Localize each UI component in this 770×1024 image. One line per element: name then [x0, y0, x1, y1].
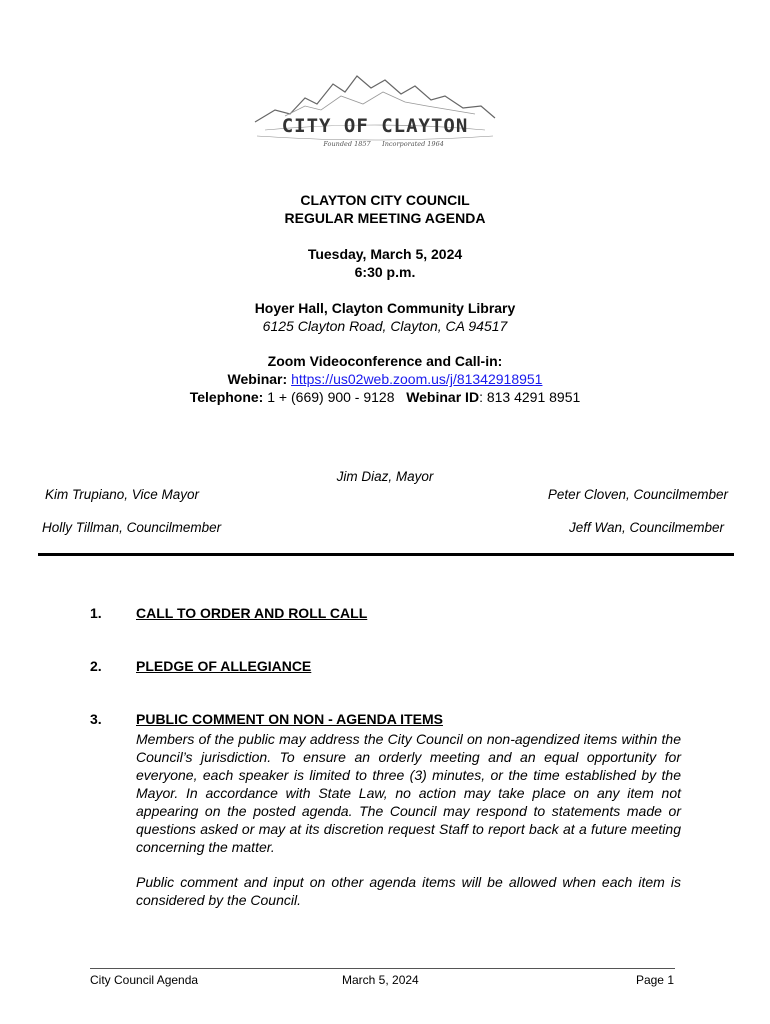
- webinar-id-value: : 813 4291 8951: [479, 389, 581, 405]
- telephone-label: Telephone:: [189, 389, 264, 405]
- webinar-id-label: Webinar ID: [406, 389, 480, 405]
- meeting-date: Tuesday, March 5, 2024: [307, 246, 463, 262]
- logo-incorporated: Incorporated 1964: [382, 140, 444, 148]
- logo-founded: Founded 1857: [323, 140, 371, 148]
- item-2-number: 2.: [90, 658, 102, 674]
- webinar-link[interactable]: https://us02web.zoom.us/j/81342918951: [291, 371, 543, 387]
- item-1-title: CALL TO ORDER AND ROLL CALL: [136, 605, 368, 621]
- logo-text: CITY OF CLAYTON: [281, 115, 469, 137]
- webinar-label: Webinar:: [227, 371, 288, 387]
- councilmember-wan: Jeff Wan, Councilmember: [568, 520, 724, 535]
- item-3-title: PUBLIC COMMENT ON NON - AGENDA ITEMS: [136, 711, 443, 727]
- mayor-name: Jim Diaz, Mayor: [336, 469, 434, 484]
- footer-divider: [90, 968, 675, 969]
- telephone-line: [0, 388, 770, 406]
- footer-doc-name: City Council Agenda: [90, 973, 199, 987]
- item-3-number: 3.: [90, 711, 102, 727]
- footer-date: March 5, 2024: [342, 973, 419, 987]
- footer-page-number: Page 1: [635, 973, 674, 987]
- item-1-number: 1.: [90, 605, 102, 621]
- councilmember-tillman: Holly Tillman, Councilmember: [42, 520, 222, 535]
- zoom-heading: Zoom Videoconference and Call-in:: [267, 353, 503, 369]
- city-of-clayton-logo: [245, 70, 505, 156]
- webinar-line: [0, 370, 770, 388]
- telephone-number: 1 + (669) 900 - 9128: [267, 389, 395, 405]
- item-2-title: PLEDGE OF ALLEGIANCE: [136, 658, 312, 674]
- meeting-address: 6125 Clayton Road, Clayton, CA 94517: [262, 318, 508, 334]
- meeting-venue: Hoyer Hall, Clayton Community Library: [254, 300, 516, 316]
- agenda-title: REGULAR MEETING AGENDA: [284, 210, 486, 226]
- item-3-description: Members of the public may address the City Council on non-agendized items within the Council’s jurisdiction. To ensure an orderly meeting and an equal opportunity for everyone, each speaker is limited to three (3) minutes, or the time established by the Mayor. In accordance with State Law, no action may take place on any item not appearing on the posted agenda. The Council may respond to statements made or questions asked or may at its discretion request Staff to report back at a future meeting concerning the matter.: [136, 731, 681, 855]
- council-title: CLAYTON CITY COUNCIL: [300, 192, 470, 208]
- councilmember-cloven: Peter Cloven, Councilmember: [547, 487, 728, 502]
- item-3-note: Public comment and input on other agenda items will be allowed when each item is considered by the Council.: [136, 874, 681, 908]
- header-divider: [38, 553, 734, 556]
- vice-mayor-name: Kim Trupiano, Vice Mayor: [45, 487, 200, 502]
- meeting-time: 6:30 p.m.: [354, 264, 416, 280]
